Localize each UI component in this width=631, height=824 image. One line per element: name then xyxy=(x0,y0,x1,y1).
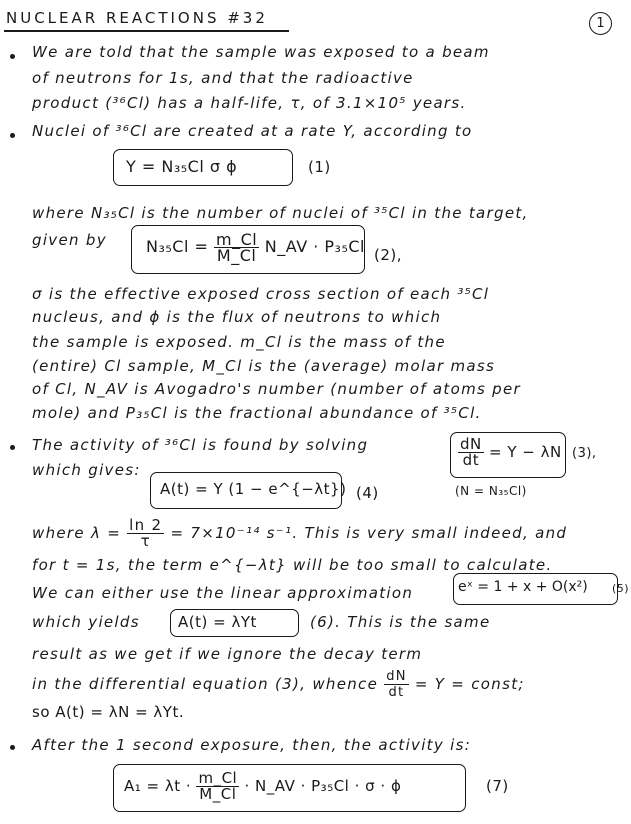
fraction xyxy=(458,437,484,468)
equation-number: (1) xyxy=(308,158,331,176)
text-line: for t = 1s, the term e^{−λt} will be too small to calculate. xyxy=(32,556,553,574)
text-line: where N₃₅Cl is the number of nuclei of ³⁵Cl in the target, xyxy=(32,204,529,222)
fraction-denominator: dt xyxy=(462,451,480,469)
equation-2-rhs: N_AV · P₃₅Cl xyxy=(264,237,365,256)
text-line: We can either use the linear approximation xyxy=(32,584,414,602)
text-line: (entire) Cl sample, M_Cl is the (average) molar mass xyxy=(32,357,496,375)
equation-7 xyxy=(124,771,401,802)
text-line: We are told that the sample was exposed to a beam xyxy=(32,43,490,61)
text-line: mole) and P₃₅Cl is the fractional abundance of ³⁵Cl. xyxy=(32,404,482,422)
equation-3-rhs: = Y − λN xyxy=(489,443,562,461)
text-line: (6). This is the same xyxy=(310,613,491,631)
text-line: given by xyxy=(32,231,107,249)
fraction-denominator: dt xyxy=(388,685,405,700)
fraction-numerator: ln 2 xyxy=(129,516,163,534)
text-segment: = Y = const; xyxy=(414,675,525,693)
bullet xyxy=(10,133,15,138)
equation-4: A(t) = Y (1 − e^{−λt}) xyxy=(160,480,347,498)
page-title: NUCLEAR REACTIONS #32 xyxy=(6,9,268,27)
text-line: Nuclei of ³⁶Cl are created at a rate Y, according to xyxy=(32,122,473,140)
text-line: which yields xyxy=(32,613,140,631)
bullet xyxy=(10,54,15,59)
text-line: The activity of ³⁶Cl is found by solving xyxy=(32,436,369,454)
fraction xyxy=(127,518,164,549)
text-line xyxy=(32,518,567,549)
text-line: product (³⁶Cl) has a half-life, τ, of 3.1×10⁵ years. xyxy=(32,94,467,112)
fraction xyxy=(196,771,239,802)
text-line: the sample is exposed. m_Cl is the mass of the xyxy=(32,333,446,351)
equation-6: A(t) = λYt xyxy=(178,613,257,631)
text-line: which gives: xyxy=(32,461,141,479)
fraction-numerator: m_Cl xyxy=(216,230,258,249)
bullet xyxy=(10,745,15,750)
fraction-denominator: τ xyxy=(140,532,151,550)
text-line: After the 1 second exposure, then, the activity is: xyxy=(32,736,472,754)
text-segment: = 7×10⁻¹⁴ s⁻¹. This is very small indeed, and xyxy=(170,524,568,542)
fraction-denominator: M_Cl xyxy=(199,785,237,803)
fraction xyxy=(214,232,259,263)
page-number: 1 xyxy=(589,12,612,35)
text-line: so A(t) = λN = λYt. xyxy=(32,703,185,721)
fraction-numerator: m_Cl xyxy=(198,769,238,787)
text-segment: in the differential equation (3), whence xyxy=(32,675,379,693)
title-underline xyxy=(4,30,289,32)
equation-2-lhs: N₃₅Cl = xyxy=(146,237,209,256)
fraction-numerator: dN xyxy=(386,669,407,684)
text-line xyxy=(32,669,525,700)
text-line: nucleus, and ϕ is the flux of neutrons to which xyxy=(32,308,442,326)
equation-note: (N = N₃₅Cl) xyxy=(455,484,527,498)
text-line: of neutrons for 1s, and that the radioactive xyxy=(32,69,414,87)
equation-7-rhs: · N_AV · P₃₅Cl · σ · ϕ xyxy=(244,777,402,795)
equation-number: (4) xyxy=(356,484,379,502)
equation-5: eˣ = 1 + x + O(x²) xyxy=(458,579,588,595)
equation-2 xyxy=(146,232,365,263)
text-line: of Cl, N_AV is Avogadro's number (number of atoms per xyxy=(32,380,521,398)
text-line: result as we get if we ignore the decay term xyxy=(32,645,423,663)
equation-number: (5) xyxy=(612,582,630,595)
text-line: σ is the effective exposed cross section of each ³⁵Cl xyxy=(32,285,490,303)
equation-number: (2), xyxy=(374,246,403,264)
fraction-numerator: dN xyxy=(460,435,482,453)
equation-number: (7) xyxy=(486,777,509,795)
fraction-denominator: M_Cl xyxy=(216,246,257,265)
text-segment: where λ = xyxy=(32,524,122,542)
equation-1: Y = N₃₅Cl σ ϕ xyxy=(126,157,238,176)
equation-3 xyxy=(458,437,562,468)
equation-number: (3), xyxy=(572,446,597,461)
fraction xyxy=(384,669,409,700)
bullet xyxy=(10,445,15,450)
equation-7-lhs: A₁ = λt · xyxy=(124,777,192,795)
